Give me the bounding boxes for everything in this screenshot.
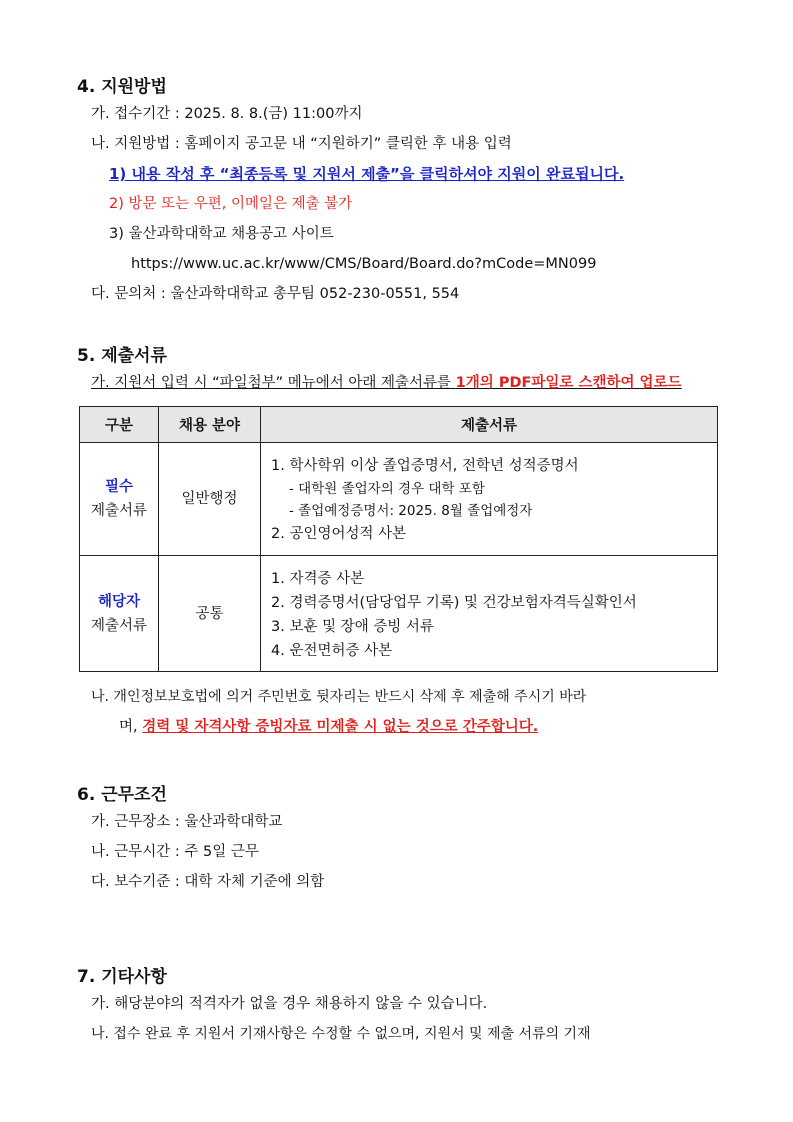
category-cell-required (80, 443, 159, 556)
doc-item: 1. 자격증 사본 (271, 570, 365, 587)
docs-cell-required (261, 443, 718, 556)
category-applicable-label: 해당자 (97, 593, 141, 610)
upload-instruction-highlight: 1개의 PDF파일로 스캔하여 업로드 (455, 375, 682, 391)
salary-standard: 다. 보수기준 : 대학 자체 기준에 의함 (91, 874, 325, 890)
doc-item: 1. 학사학위 이상 졸업증명서, 전학년 성적증명서 (271, 458, 579, 474)
work-location: 가. 근무장소 : 울산과학대학교 (91, 814, 283, 830)
section-5-heading: 5. 제출서류 (77, 346, 167, 366)
category-required-label: 필수 (104, 479, 133, 495)
docs-cell-applicable (261, 556, 718, 672)
no-offline-notice: 2) 방문 또는 우편, 이메일은 제출 불가 (109, 196, 353, 212)
doc-item: 3. 보훈 및 장애 증빙 서류 (271, 618, 434, 635)
header-documents: 제출서류 (261, 407, 718, 443)
application-period: 가. 접수기간 : 2025. 8. 8.(금) 11:00까지 (91, 106, 363, 122)
table-row-applicable (80, 556, 718, 672)
field-cell-required: 일반행정 (159, 443, 261, 556)
doc-item: 2. 경력증명서(담당업무 기록) 및 건강보험자격득실확인서 (271, 594, 637, 611)
upload-instruction (91, 373, 682, 393)
category-required-sub: 제출서류 (90, 503, 148, 519)
doc-note: - 대학원 졸업자의 경우 대학 포함 (289, 481, 485, 497)
table-row-required (80, 443, 718, 556)
header-category: 구분 (80, 407, 159, 443)
section-7-heading: 7. 기타사항 (77, 967, 167, 987)
section-4-heading: 4. 지원방법 (77, 77, 167, 97)
doc-note: - 졸업예정증명서: 2025. 8월 졸업예정자 (289, 503, 533, 519)
category-cell-applicable (80, 556, 159, 672)
header-field: 채용 분야 (159, 407, 261, 443)
privacy-notice-text: 며, (119, 719, 143, 735)
final-submit-notice: 1) 내용 작성 후 “최종등록 및 지원서 제출”을 클릭하셔야 지원이 완료됩니다. (109, 165, 625, 183)
privacy-notice-line1: 나. 개인정보보호법에 의거 주민번호 뒷자리는 반드시 삭제 후 제출해 주시기 바라 (91, 689, 587, 705)
required-documents-table (79, 406, 718, 672)
privacy-notice-warning: 경력 및 자격사항 증빙자료 미제출 시 없는 것으로 간주합니다. (142, 719, 539, 735)
table-header-row (80, 407, 718, 443)
field-cell-applicable: 공통 (159, 556, 261, 672)
recruit-site-url[interactable]: https://www.uc.ac.kr/www/CMS/Board/Board.do?mCode=MN099 (131, 256, 597, 272)
category-applicable-sub: 제출서류 (90, 617, 148, 634)
doc-item: 2. 공인영어성적 사본 (271, 526, 407, 542)
doc-item: 4. 운전면허증 사본 (271, 642, 393, 659)
contact-info: 다. 문의처 : 울산과학대학교 총무팀 052-230-0551, 554 (91, 286, 460, 302)
no-qualified-notice: 가. 해당분야의 적격자가 없을 경우 채용하지 않을 수 있습니다. (91, 996, 488, 1012)
section-6-heading: 6. 근무조건 (77, 785, 167, 805)
recruit-site-label: 3) 울산과학대학교 채용공고 사이트 (109, 226, 334, 242)
no-edit-notice: 나. 접수 완료 후 지원서 기재사항은 수정할 수 없으며, 지원서 및 제출 서류의 기재 (91, 1026, 591, 1042)
privacy-notice-line2 (119, 717, 538, 737)
work-hours: 나. 근무시간 : 주 5일 근무 (91, 844, 259, 860)
application-method: 나. 지원방법 : 홈페이지 공고문 내 “지원하기” 클릭한 후 내용 입력 (91, 136, 512, 152)
upload-instruction-text: 가. 지원서 입력 시 “파일첨부” 메뉴에서 아래 제출서류를 (91, 375, 456, 391)
